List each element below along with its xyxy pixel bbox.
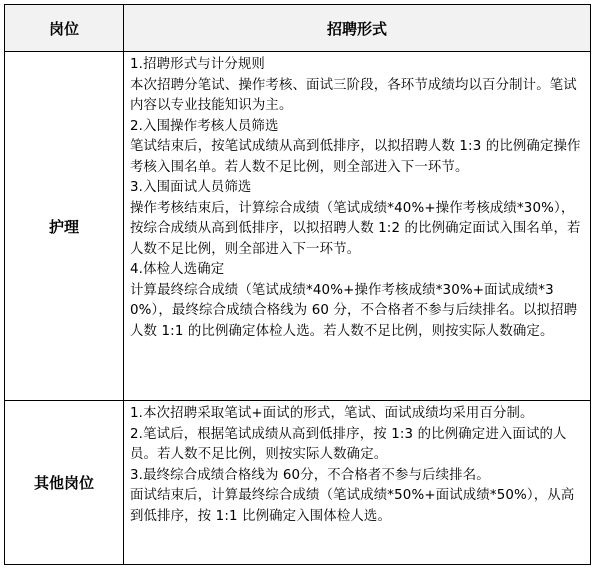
- form-other: [124, 401, 591, 565]
- nursing-para-2: 本次招聘分笔试、操作考核、面试三阶段，各环节成绩均以百分制计。笔试内容以专业技能知识为主。: [130, 77, 577, 113]
- post-other: 其他岗位: [5, 401, 124, 565]
- nursing-para-7: 4.体检人选确定: [130, 262, 225, 277]
- post-nursing: 护理: [5, 52, 124, 401]
- nursing-para-3: 2.入围操作考核人员筛选: [130, 118, 279, 134]
- header-form: 招聘形式: [124, 5, 591, 52]
- nursing-para-4: 笔试结束后，按笔试成绩从高到低排序，以拟招聘人数 1:3 的比例确定操作考核入围名单。若人数不足比例，则全部进入下一环节。: [130, 139, 581, 175]
- table-row-nursing: [5, 52, 591, 401]
- other-para-2: 2.笔试后，根据笔试成绩从高到低排序，按 1:3 的比例确定进入面试的人员。若人数不足比例，则按实际人数确定。: [130, 426, 567, 462]
- nursing-para-6: 操作考核结束后，计算综合成绩（笔试成绩*40%+操作考核成绩*30%），按综合成绩从高到低排序，以拟招聘人数 1:2 的比例确定面试入围名单，若人数不足比例，则全部进入下一环节。: [130, 200, 581, 257]
- nursing-para-5: 3.入围面试人员筛选: [130, 180, 252, 195]
- other-para-3: 3.最终综合成绩合格线为 60分，不合格者不参与后续排名。: [130, 467, 490, 483]
- form-nursing: [124, 52, 591, 401]
- other-para-4: 面试结束后，计算最终综合成绩（笔试成绩*50%+面试成绩*50%），从高到低排序，按 1:1 比例确定入围体检人选。: [130, 488, 575, 524]
- nursing-para-1: 1.招聘形式与计分规则: [130, 57, 265, 72]
- table-header-row: [5, 5, 591, 52]
- header-post: 岗位: [5, 5, 124, 52]
- other-para-1: 1.本次招聘采取笔试+面试的形式，笔试、面试成绩均采用百分制。: [130, 406, 534, 421]
- table-row-other: [5, 401, 591, 565]
- recruitment-table: [4, 4, 591, 565]
- nursing-para-8: 计算最终综合成绩（笔试成绩*40%+操作考核成绩*30%+面试成绩*30%），最终综合成绩合格线为 60 分，不合格者不参与后续排名。以拟招聘人数 1:1 的比例确定体检人选。若人数不足比例，则按实际人数确定。: [130, 282, 578, 339]
